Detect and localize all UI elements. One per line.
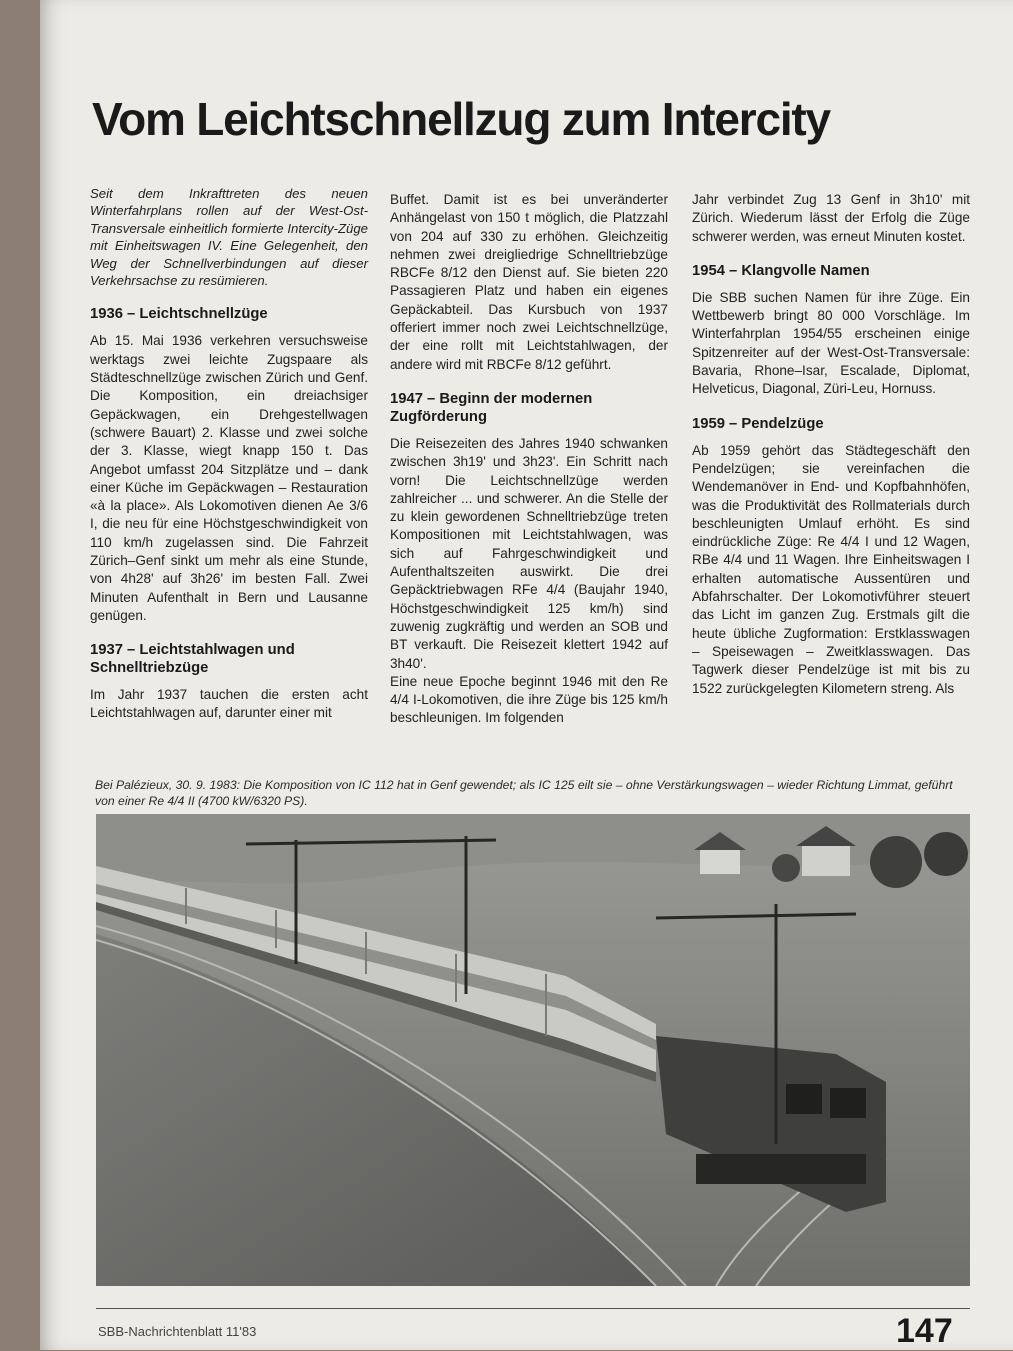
intro-paragraph: Seit dem Inkrafttreten des neuen Winterfahrplans rollen auf der West-Ost-Transversale einheitlich formierte Intercity-Züge mit Einheitswagen IV. Eine Gelegenheit, den Weg der Schnellverbindungen auf dieser Verkehrsachse zu resümieren. <box>90 186 368 289</box>
paragraph-1947: Die Reisezeiten des Jahres 1940 schwanken zwischen 3h19' und 3h23'. Ein Schritt nach vorn! Die Leichtschnellzüge werden zahlreicher ... und schwerer. An die Stelle der zu klein gewordenen Schnelltriebzüge treten Kompositionen mit Leichtstahlwagen, was sich auf Fahrgeschwindigkeit und Aufenthaltszeiten auswirkt. Die drei Gepäcktriebwagen RFe 4/4 (Baujahr 1940, Höchstgeschwindigkeit 125 km/h) sind zuwenig zugkräftig und werden an SOB und BT verkauft. Die Reisezeit klettert 1942 auf 3h40'. <box>390 435 668 671</box>
paragraph-1937: Im Jahr 1937 tauchen die ersten acht Leichtstahlwagen auf, darunter einer mit <box>90 687 368 721</box>
heading-1947: 1947 – Beginn der modernen Zugförderung <box>390 390 593 425</box>
page-number: 147 <box>896 1312 953 1350</box>
footer-rule <box>96 1308 970 1309</box>
publication-info: SBB-Nachrichtenblatt 11'83 <box>98 1324 257 1339</box>
magazine-page <box>40 0 1013 1350</box>
heading-1959: 1959 – Pendelzüge <box>692 415 824 432</box>
paragraph-1947-continued: Jahr verbindet Zug 13 Genf in 3h10' mit Zürich. Wiederum lässt der Erfolg die Züge schwerer werden, was erneut Minuten kostet. <box>692 192 970 244</box>
heading-1936: 1936 – Leichtschnellzüge <box>90 306 268 323</box>
paragraph-1936: Ab 15. Mai 1936 verkehren versuchsweise werktags zwei leichte Zugspaare als Städteschnellzüge zwischen Zürich und Genf. Die Komposition, ein dreiachsiger Gepäckwagen, ein Drehgestellwagen (schwere Bauart) 2. Klasse und zwei solche der 3. Klasse, wiegt knapp 150 t. Das Angebot umfasst 204 Sitzplätze und – dank einer Küche im Gepäckwagen – Restauration «à la place». Als Lokomotiven dienen Ae 3/6 I, die neu für eine Höchstgeschwindigkeit von 110 km/h zugelassen sind. Die Fahrzeit Zürich–Genf sinkt um mehr als eine Stunde, von 4h28' auf 3h26' im besten Fall. Zwei Minuten Aufenthalt in Bern und Lausanne genügen. <box>90 333 368 623</box>
paragraph-1959: Ab 1959 gehört das Städtegeschäft den Pendelzügen; sie vereinfachen die Wendemanöver in End- und Kopfbahnhöfen, was die Produktivität des Rollmaterials durch beschleunigten Umlauf erhöht. Es sind eindrückliche Züge: Re 4/4 I und 12 Wagen, RBe 4/4 und 11 Wagen. Ihre Einheitswagen I erhalten automatische Aussentüren und Abfahrschalter. Der Lokomotivführer steuert das Licht im ganzen Zug. Erstmals gilt die heute übliche Zugformation: Erstklasswagen – Speisewagen – Zweitklasswagen. Das Tagwerk dieser Pendelzüge ist mit bis zu 1522 zurückgelegten Kilometern streng. Als <box>692 442 970 696</box>
heading-1954: 1954 – Klangvolle Namen <box>692 262 870 279</box>
paragraph-1937-continued: Buffet. Damit ist es bei unveränderter Anhängelast von 150 t möglich, die Platzzahl von 204 auf 330 zu erhöhen. Gleichzeitig nehmen zwei dreigliedrige Schnelltriebzüge RBCFe 8/12 den Dienst auf. Sie bieten 220 Passagieren Platz und haben ein eigenes Gepäckabteil. Das Kursbuch von 1937 offeriert immer noch zwei Leichtschnellzüge, der eine rollt mit Leichtstahlwagen, der andere wird mit RBCFe 8/12 geführt. <box>390 192 668 372</box>
photo-caption: Bei Palézieux, 30. 9. 1983: Die Komposition von IC 112 hat in Genf gewendet; als IC 125 eilt sie – ohne Verstärkungswagen – wieder Richtung Limmat, geführt von einer Re 4/4 II (4700 kW/6320 PS). <box>95 778 953 808</box>
text-column-3 <box>692 191 970 698</box>
train-photo-illustration <box>96 814 970 1286</box>
text-column-2 <box>390 191 668 728</box>
article-title: Vom Leichtschnellzug zum Intercity <box>92 93 830 145</box>
text-column-1 <box>90 185 368 723</box>
paragraph-1954: Die SBB suchen Namen für ihre Züge. Ein Wettbewerb bringt 80 000 Vorschläge. Im Winterfahrplan 1954/55 erscheinen einige Spitzenreiter auf der West-Ost-Transversale: Bavaria, Rhone–Isar, Escalade, Diplomat, Helveticus, Diagonal, Züri-Leu, Hornuss. <box>692 289 970 397</box>
paragraph-1947-b: Eine neue Epoche beginnt 1946 mit den Re 4/4 I-Lokomotiven, die ihre Züge bis 125 km/h beschleunigen. Im folgenden <box>390 673 668 726</box>
heading-1937: 1937 – Leichtstahlwagen und Schnelltriebzüge <box>90 642 295 677</box>
train-photo <box>96 814 970 1286</box>
